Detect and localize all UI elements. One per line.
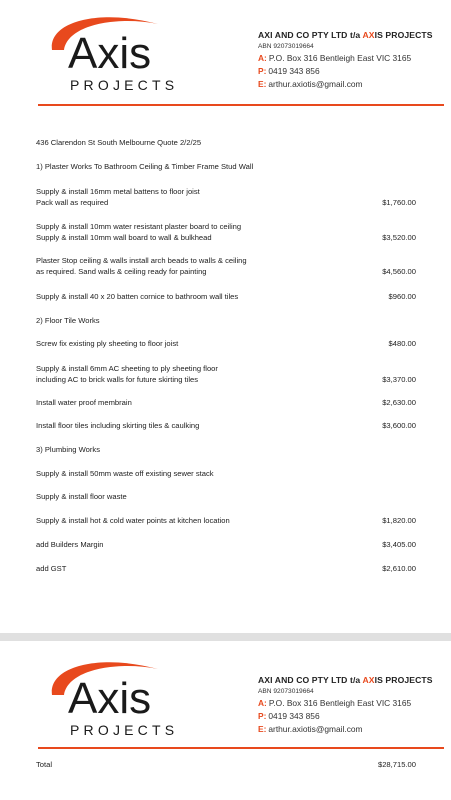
company-brand-b: IS PROJECTS [374, 675, 433, 685]
company-abn: ABN 92073019664 [258, 43, 314, 50]
letterhead [0, 641, 451, 753]
letterhead [0, 0, 451, 112]
line-item-text: Supply & install 10mm wall board to wall & bulkhead [36, 233, 212, 242]
company-address [258, 698, 448, 708]
line-item-text: Supply & install floor waste [36, 492, 127, 501]
line-item-amount: $960.00 [388, 292, 416, 301]
quote-page-2 [0, 641, 451, 800]
email-label: E: [258, 724, 267, 734]
email-label: E: [258, 79, 267, 89]
logo-tagline: PROJECTS [70, 77, 179, 93]
company-brand-a: AX [362, 30, 375, 40]
line-item-text: add GST [36, 564, 67, 573]
line-item-text: as required. Sand walls & ceiling ready for painting [36, 267, 207, 276]
line-item-amount: $1,820.00 [382, 516, 416, 525]
axis-projects-logo [38, 10, 198, 98]
company-email [258, 79, 448, 89]
line-item-text: Install floor tiles including skirting tiles & caulking [36, 421, 200, 430]
logo-word: Axis [68, 29, 152, 78]
line-item-amount: $480.00 [388, 339, 416, 348]
line-item-text: Supply & install 50mm waste off existing sewer stack [36, 469, 214, 478]
phone-label: P: [258, 66, 267, 76]
company-email [258, 724, 448, 734]
company-details [258, 675, 448, 734]
line-item-text: including AC to brick walls for future skirting tiles [36, 375, 199, 384]
line-item-amount: $3,600.00 [382, 421, 416, 430]
line-item-amount: $4,560.00 [382, 267, 416, 276]
address-value: P.O. Box 316 Bentleigh East VIC 3165 [268, 698, 412, 708]
company-phone [258, 711, 448, 721]
quote-title: 436 Clarendon St South Melbourne Quote 2/2/25 [36, 138, 202, 147]
line-item-text: Screw fix existing ply sheeting to floor joist [36, 339, 179, 348]
address-label: A: [258, 698, 267, 708]
phone-value: 0419 343 856 [268, 711, 320, 721]
axis-logo-graphic [38, 655, 198, 743]
line-item-text: Supply & install 16mm metal battens to floor joist [36, 187, 200, 196]
company-address [258, 53, 448, 63]
axis-logo-graphic [38, 10, 198, 98]
phone-value: 0419 343 856 [268, 66, 320, 76]
line-item-amount: $2,630.00 [382, 398, 416, 407]
header-divider [38, 747, 444, 749]
axis-projects-logo [38, 655, 198, 743]
line-item-amount: $1,760.00 [382, 198, 416, 207]
company-details [258, 30, 448, 89]
company-phone [258, 66, 448, 76]
email-value[interactable]: arthur.axiotis@gmail.com [268, 79, 363, 89]
email-value[interactable]: arthur.axiotis@gmail.com [268, 724, 363, 734]
address-label: A: [258, 53, 267, 63]
section-heading-plaster: 1) Plaster Works To Bathroom Ceiling & Timber Frame Stud Wall [36, 162, 254, 171]
line-item-text: Install water proof membrain [36, 398, 132, 407]
company-name-prefix: AXI AND CO PTY LTD t/a [258, 675, 363, 685]
line-item-text: add Builders Margin [36, 540, 104, 549]
line-item-text: Plaster Stop ceiling & walls install arch beads to walls & ceiling [36, 256, 247, 265]
line-item-text: Pack wall as required [36, 198, 109, 207]
total-label: Total [36, 760, 53, 769]
line-item-text: Supply & install hot & cold water points at kitchen location [36, 516, 230, 525]
logo-tagline: PROJECTS [70, 722, 179, 738]
line-item-amount: $3,370.00 [382, 375, 416, 384]
company-brand-a: AX [362, 675, 375, 685]
section-heading-plumbing: 3) Plumbing Works [36, 445, 101, 454]
company-abn: ABN 92073019664 [258, 688, 314, 695]
line-item-amount: $3,405.00 [382, 540, 416, 549]
line-item-amount: $3,520.00 [382, 233, 416, 242]
phone-label: P: [258, 711, 267, 721]
section-heading-floor-tile: 2) Floor Tile Works [36, 316, 100, 325]
address-value: P.O. Box 316 Bentleigh East VIC 3165 [268, 53, 412, 63]
line-item-text: Supply & install 10mm water resistant plaster board to ceiling [36, 222, 242, 231]
logo-word: Axis [68, 674, 152, 723]
page-separator [0, 633, 451, 641]
total-amount: $28,715.00 [377, 760, 416, 769]
line-item-text: Supply & install 6mm AC sheeting to ply sheeting floor [36, 364, 218, 373]
company-brand-b: IS PROJECTS [374, 30, 433, 40]
line-item-text: Supply & install 40 x 20 batten cornice to bathroom wall tiles [36, 292, 239, 301]
company-name-prefix: AXI AND CO PTY LTD t/a [258, 30, 363, 40]
line-item-amount: $2,610.00 [382, 564, 416, 573]
company-name [258, 30, 448, 40]
company-name [258, 675, 448, 685]
header-divider [38, 104, 444, 106]
